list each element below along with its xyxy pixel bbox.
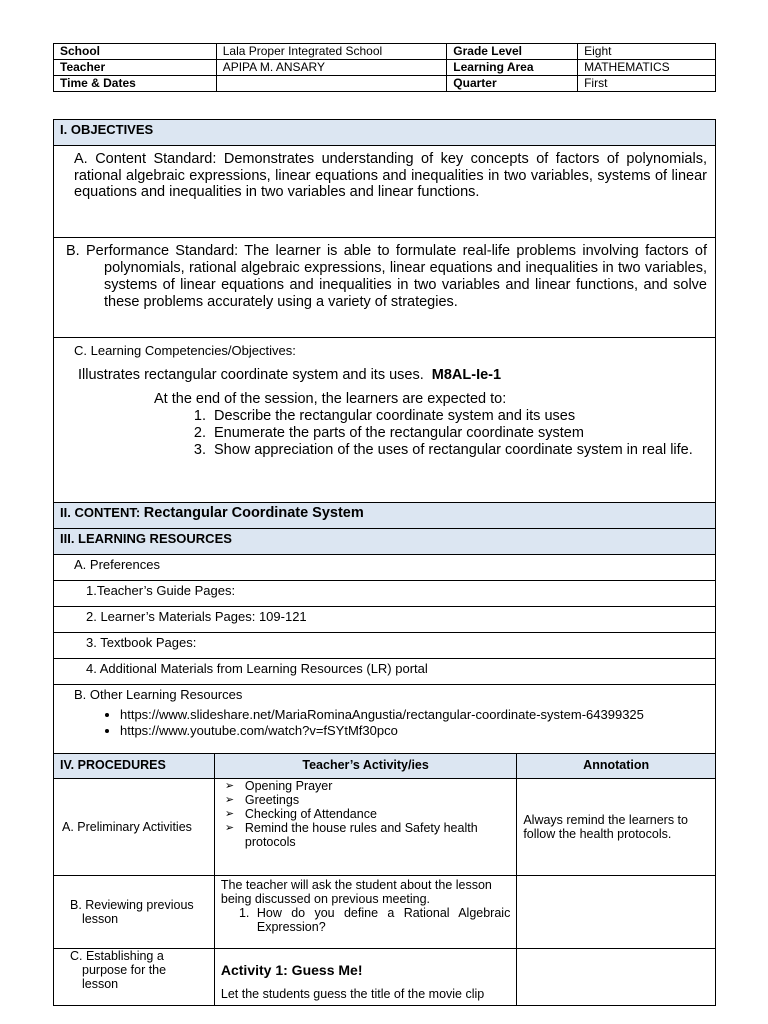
establishing-label: C. Establishing a purpose for the lesson [70, 949, 167, 991]
school-label: School [54, 44, 217, 60]
resource-links [74, 707, 709, 739]
reviewing-label: B. Reviewing previous lesson [70, 898, 194, 926]
competency-code: M8AL-Ie-1 [431, 367, 502, 383]
competency-text: Illustrates rectangular coordinate system and its uses. [78, 367, 424, 383]
time-dates-value [216, 76, 447, 92]
preliminary-item: ➢ Opening Prayer [224, 779, 333, 793]
lesson-plan-table [53, 119, 716, 1006]
chevron-bullet-icon: ➢ [224, 822, 235, 834]
activity-text: Let the students guess the title of the movie clip [220, 987, 485, 1001]
quarter-value: First [578, 76, 716, 92]
learning-area-value: MATHEMATICS [578, 60, 716, 76]
grade-level-label: Grade Level [447, 44, 578, 60]
resource-link[interactable]: • https://www.slideshare.net/MariaRominaAngustia/rectangular-coordinate-system-64399325 [120, 707, 709, 723]
preliminary-item: ➢ Remind the house rules and Safety health protocols [224, 821, 478, 849]
quarter-label: Quarter [447, 76, 578, 92]
activity-title: Activity 1: Guess Me! [220, 962, 363, 978]
objectives-list [184, 408, 707, 459]
chevron-bullet-icon: ➢ [224, 794, 235, 806]
preliminary-list [221, 779, 510, 849]
content-topic: Rectangular Coordinate System [143, 505, 364, 521]
performance-standard-cell [54, 238, 716, 338]
establishing-annotation [517, 949, 716, 1006]
reviewing-cell [214, 876, 516, 949]
chevron-bullet-icon: ➢ [224, 808, 235, 820]
learners-materials-row: 2. Learner’s Materials Pages: 109-121 [54, 607, 716, 633]
performance-standard: B. Performance Standard: The learner is able to formulate real-life problems involving factors of polynomials, rational algebraic expressions, linear equations and inequalities in two variables, systems of linear equations and inequalities in two variables and linear functions, and solve these problems accurately using a variety of strategies. [66, 243, 707, 310]
chevron-bullet-icon: ➢ [224, 780, 235, 792]
preliminary-activities-label: A. Preliminary Activities [54, 779, 215, 876]
grade-level-value: Eight [578, 44, 716, 60]
reviewing-question: 1. How do you define a Rational Algebraic Expression? [253, 906, 510, 934]
establishing-label-cell [54, 949, 215, 1006]
other-resources-label: B. Other Learning Resources [74, 687, 243, 702]
competencies-cell [54, 338, 716, 503]
procedures-heading: IV. PROCEDURES [54, 754, 215, 779]
teachers-guide-row: 1.Teacher’s Guide Pages: [54, 581, 716, 607]
content-standard: A. Content Standard: Demonstrates understanding of key concepts of factors of polynomials, rational algebraic expressions, linear equations and inequalities in two variables, systems of linear equations and inequalities in two variables and linear functions. [54, 146, 716, 238]
other-resources-cell [54, 685, 716, 754]
annotation-header: Annotation [517, 754, 716, 779]
teacher-label: Teacher [54, 60, 217, 76]
content-heading [54, 503, 716, 529]
preliminary-annotation: Always remind the learners to follow the health protocols. [517, 779, 716, 876]
objectives-heading: I. OBJECTIVES [54, 120, 716, 146]
additional-materials-row: 4. Additional Materials from Learning Resources (LR) portal [54, 659, 716, 685]
expectation-intro: At the end of the session, the learners are expected to: [154, 391, 507, 407]
resource-link[interactable]: • https://www.youtube.com/watch?v=fSYtMf30pco [120, 723, 709, 739]
objective-item: 3. Show appreciation of the uses of rectangular coordinate system in real life. [210, 442, 707, 459]
competencies-label: C. Learning Competencies/Objectives: [74, 343, 296, 358]
reviewing-annotation [517, 876, 716, 949]
teachers-activity-header: Teacher’s Activity/ies [214, 754, 516, 779]
reviewing-label-cell [54, 876, 215, 949]
preliminary-item: ➢ Greetings [224, 793, 300, 807]
learning-area-label: Learning Area [447, 60, 578, 76]
objective-item: 2. Enumerate the parts of the rectangular coordinate system [210, 425, 707, 442]
preliminary-activities-cell [214, 779, 516, 876]
resources-heading: III. LEARNING RESOURCES [54, 529, 716, 555]
preferences-row: A. Preferences [54, 555, 716, 581]
header-table [53, 43, 716, 92]
teacher-value: APIPA M. ANSARY [216, 60, 447, 76]
preliminary-item: ➢ Checking of Attendance [224, 807, 377, 821]
competency-line [78, 366, 707, 384]
time-dates-label: Time & Dates [54, 76, 217, 92]
establishing-cell [214, 949, 516, 1006]
content-heading-label: II. CONTENT: [60, 505, 141, 520]
textbook-row: 3. Textbook Pages: [54, 633, 716, 659]
reviewing-questions [221, 906, 510, 934]
reviewing-text: The teacher will ask the student about the lesson being discussed on previous meeting. [220, 878, 492, 906]
objective-item: 1. Describe the rectangular coordinate system and its uses [210, 408, 707, 425]
school-value: Lala Proper Integrated School [216, 44, 447, 60]
